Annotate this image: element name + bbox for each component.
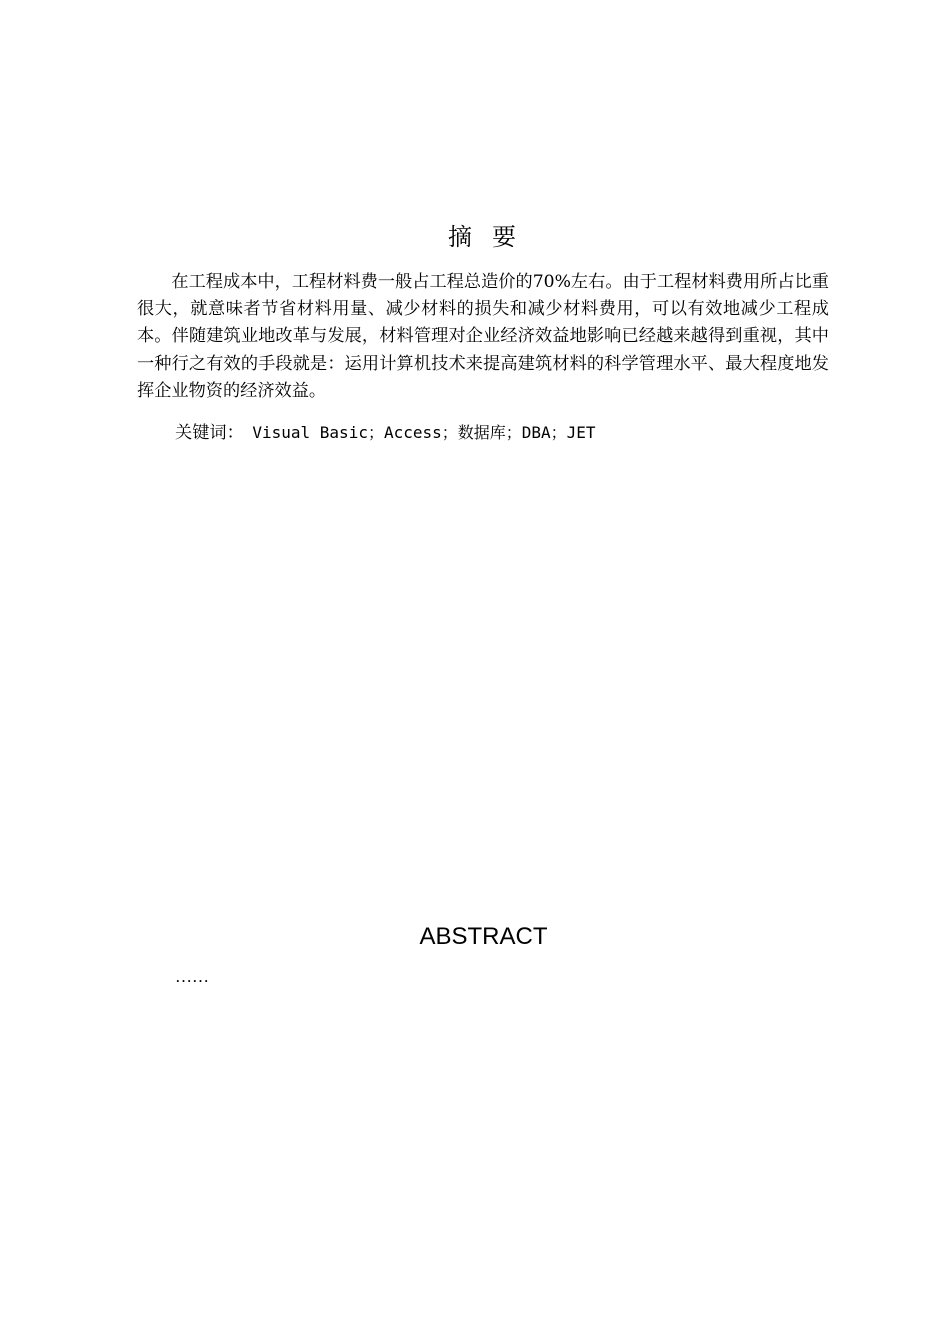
- english-abstract-body: ……: [175, 967, 209, 986]
- keywords-label: 关键词：: [175, 423, 244, 443]
- keywords-line: [175, 419, 596, 447]
- keywords-list: Visual Basic；Access；数据库；DBA；JET: [252, 423, 596, 442]
- english-abstract-title: ABSTRACT: [419, 922, 548, 950]
- chinese-abstract-body: 在工程成本中，工程材料费一般占工程总造价的70%左右。由于工程材料费用所占比重很大，就意味者节省材料用量、减少材料的损失和减少材料费用，可以有效地减少工程成本。伴随建筑业地改革与发展，材料管理对企业经济效益地影响已经越来越得到重视，其中一种行之有效的手段就是：运用计算机技术来提高建筑材料的科学管理水平、最大程度地发挥企业物资的经济效益。: [137, 272, 829, 401]
- chinese-abstract-title: 摘要: [448, 223, 536, 252]
